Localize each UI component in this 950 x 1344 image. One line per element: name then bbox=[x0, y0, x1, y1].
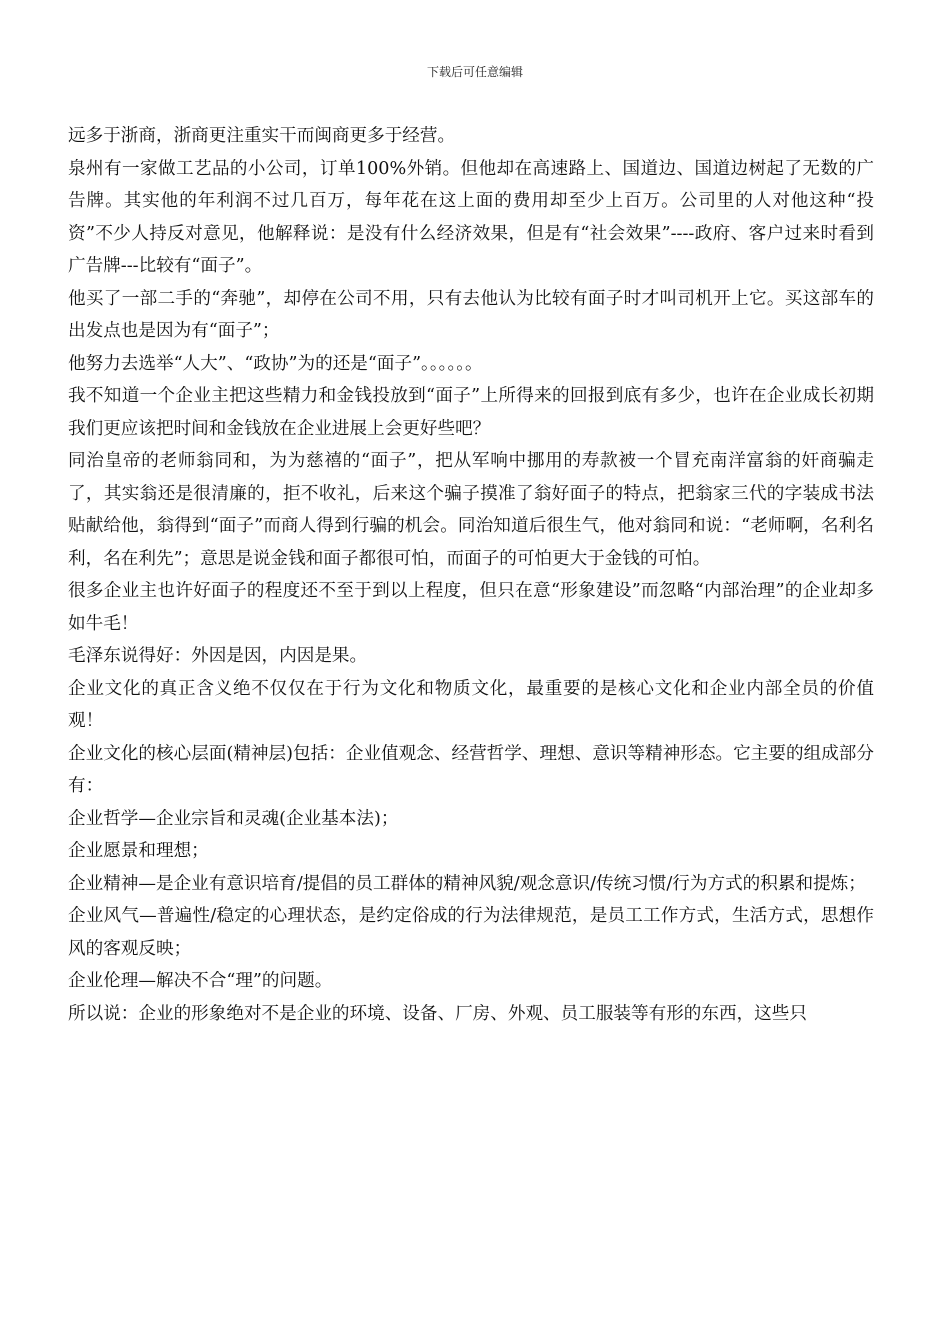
paragraph: 企业风气—普遍性/稳定的心理状态，是约定俗成的行为法律规范，是员工工作方式，生活方式，思想作风的客观反映； bbox=[68, 906, 874, 959]
paragraph: 他努力去选举“人大”、“政协”为的还是“面子”。。。。。。 bbox=[68, 353, 483, 374]
paragraph: 企业哲学—企业宗旨和灵魂(企业基本法)； bbox=[68, 808, 399, 829]
paragraph: 企业文化的真正含义绝不仅仅在于行为文化和物质文化，最重要的是核心文化和企业内部全员的价值观！ bbox=[68, 678, 874, 731]
paragraph: 企业精神—是企业有意识培育/提倡的员工群体的精神风貌/观念意识/传统习惯/行为方式的积累和提炼； bbox=[68, 873, 866, 894]
document-body bbox=[68, 120, 874, 1030]
paragraph: 同治皇帝的老师翁同和，为为慈禧的“面子”，把从军响中挪用的寿款被一个冒充南洋富翁的奸商骗走了，其实翁还是很清廉的，拒不收礼，后来这个骗子摸准了翁好面子的特点，把翁家三代的字装成书法贴献给他，翁得到“面子”而商人得到行骗的机会。同治知道后很生气，他对翁同和说：“老师啊，名利名利，名在利先”；意思是说金钱和面子都很可怕，而面子的可怕更大于金钱的可怕。 bbox=[68, 451, 874, 569]
page-header: 下载后可任意编辑 bbox=[426, 65, 523, 79]
paragraph: 企业愿景和理想； bbox=[68, 841, 209, 861]
paragraph: 所以说：企业的形象绝对不是企业的环境、设备、厂房、外观、员工服装等有形的东西，这些只 bbox=[68, 1003, 807, 1024]
paragraph: 企业伦理—解决不合“理”的问题。 bbox=[68, 971, 333, 991]
paragraph: 我不知道一个企业主把这些精力和金钱投放到“面子”上所得来的回报到底有多少，也许在企业成长初期我们更应该把时间和金钱放在企业进展上会更好些吧？ bbox=[68, 386, 874, 439]
paragraph: 泉州有一家做工艺品的小公司，订单100%外销。但他却在高速路上、国道边、国道边树起了无数的广告牌。其实他的年利润不过几百万，每年花在这上面的费用却至少上百万。公司里的人对他这种“投资”不少人持反对意见，他解释说：是没有什么经济效果，但是有“社会效果”----政府、客户过来时看到广告牌---比较有“面子”。 bbox=[68, 158, 874, 276]
paragraph: 他买了一部二手的“奔驰”，却停在公司不用，只有去他认为比较有面子时才叫司机开上它。买这部车的出发点也是因为有“面子”； bbox=[68, 288, 874, 341]
paragraph: 远多于浙商，浙商更注重实干而闽商更多于经营。 bbox=[68, 126, 456, 146]
paragraph: 毛泽东说得好：外因是因，内因是果。 bbox=[68, 646, 368, 666]
paragraph: 企业文化的核心层面(精神层)包括：企业值观念、经营哲学、理想、意识等精神形态。它主要的组成部分有： bbox=[68, 743, 874, 796]
paragraph: 很多企业主也许好面子的程度还不至于到以上程度，但只在意“形象建设”而忽略“内部治理”的企业却多如牛毛！ bbox=[68, 581, 874, 634]
